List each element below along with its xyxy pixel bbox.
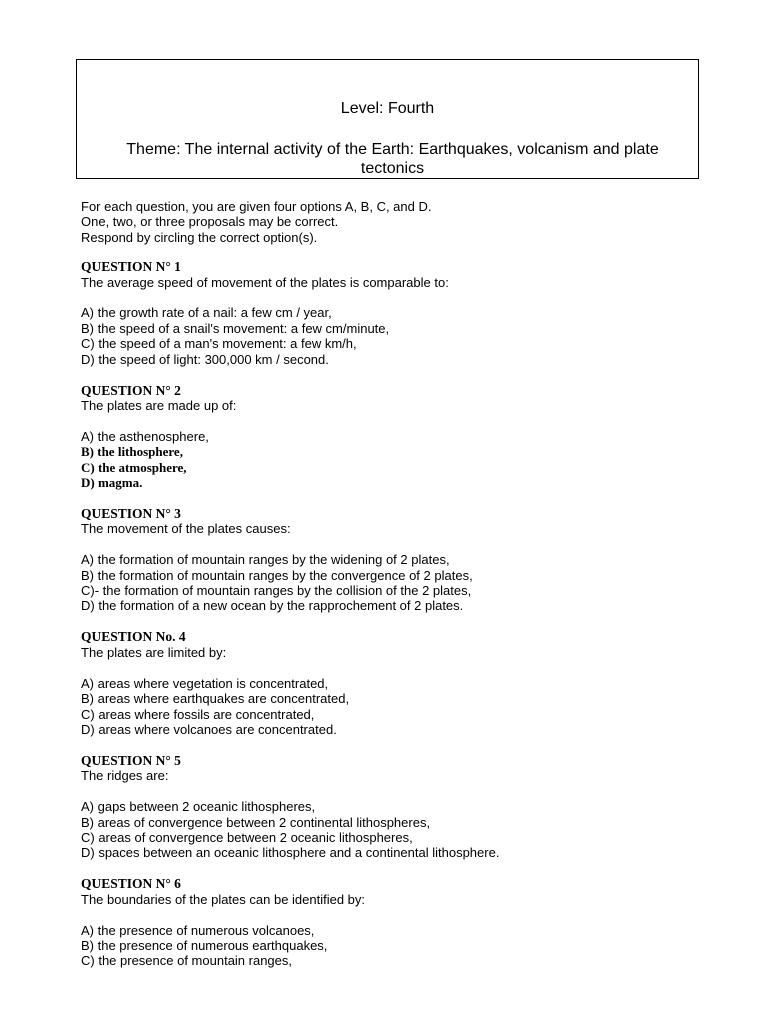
question-title: QUESTION N° 3 (81, 506, 181, 522)
instructions (81, 199, 721, 245)
instruction-line: One, two, or three proposals may be correct. (81, 214, 339, 230)
question-list (81, 259, 721, 969)
answer-option[interactable]: C) the speed of a man's movement: a few km/h, (81, 336, 357, 352)
question-text: The boundaries of the plates can be identified by: (81, 891, 366, 907)
theme-title: Theme: The internal activity of the Earth: Earthquakes, volcanism and plate tectonics (126, 141, 659, 177)
answer-option[interactable]: A) the formation of mountain ranges by the widening of 2 plates, (81, 552, 450, 568)
answer-option[interactable]: B) areas where earthquakes are concentrated, (81, 691, 350, 707)
question-text: The plates are made up of: (81, 398, 237, 414)
header-box (76, 59, 699, 179)
question-title: QUESTION N° 2 (81, 382, 181, 398)
answer-option[interactable]: A) the asthenosphere, (81, 428, 209, 444)
level-title: Level: Fourth (340, 100, 435, 117)
question-title: QUESTION N° 6 (81, 876, 181, 892)
answer-option[interactable]: D) the formation of a new ocean by the rapprochement of 2 plates. (81, 598, 464, 614)
question-block (81, 259, 721, 367)
answer-option[interactable]: C) areas of convergence between 2 oceanic lithospheres, (81, 829, 413, 845)
answer-option[interactable]: C) areas where fossils are concentrated, (81, 706, 315, 722)
document-body (81, 199, 721, 984)
question-text: The plates are limited by: (81, 644, 227, 660)
question-block (81, 383, 721, 491)
answer-option[interactable]: D) spaces between an oceanic lithosphere and a continental lithosphere. (81, 845, 500, 861)
answer-option[interactable]: C) the atmosphere, (81, 459, 187, 475)
question-text: The movement of the plates causes: (81, 521, 291, 537)
answer-option[interactable]: B) the speed of a snail's movement: a few cm/minute, (81, 320, 390, 336)
answer-option[interactable]: C)- the formation of mountain ranges by the collision of the 2 plates, (81, 583, 472, 599)
instruction-line: For each question, you are given four options A, B, C, and D. (81, 199, 432, 214)
question-block (81, 506, 721, 614)
answer-option[interactable]: B) the presence of numerous earthquakes, (81, 937, 328, 953)
answer-option[interactable]: C) the presence of mountain ranges, (81, 953, 293, 969)
answer-option[interactable]: A) the growth rate of a nail: a few cm / year, (81, 305, 332, 321)
question-block (81, 876, 721, 968)
question-text: The ridges are: (81, 768, 169, 784)
answer-option[interactable]: A) gaps between 2 oceanic lithospheres, (81, 799, 316, 815)
answer-option[interactable]: B) areas of convergence between 2 continental lithospheres, (81, 814, 431, 830)
question-block (81, 629, 721, 737)
answer-option[interactable]: D) magma. (81, 475, 143, 491)
question-title: QUESTION N° 1 (81, 259, 181, 275)
answer-option[interactable]: B) the formation of mountain ranges by the convergence of 2 plates, (81, 567, 473, 583)
question-text: The average speed of movement of the plates is comparable to: (81, 274, 449, 290)
answer-option[interactable]: D) areas where volcanoes are concentrated. (81, 721, 337, 737)
answer-option[interactable]: A) the presence of numerous volcanoes, (81, 922, 315, 938)
answer-option[interactable]: B) the lithosphere, (81, 444, 183, 460)
question-title: QUESTION No. 4 (81, 629, 186, 645)
question-block (81, 753, 721, 861)
question-title: QUESTION N° 5 (81, 752, 181, 768)
answer-option[interactable]: D) the speed of light: 300,000 km / second. (81, 351, 329, 367)
instruction-line: Respond by circling the correct option(s). (81, 229, 318, 245)
answer-option[interactable]: A) areas where vegetation is concentrated, (81, 675, 329, 691)
